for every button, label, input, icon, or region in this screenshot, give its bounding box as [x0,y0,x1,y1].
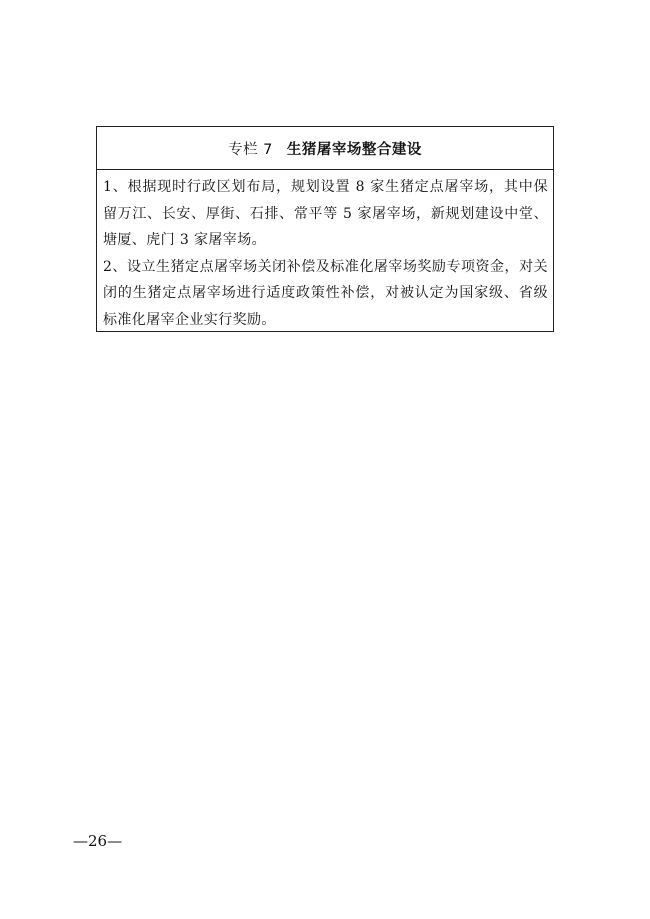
page-number: —26— [73,832,123,850]
column-title-row [97,127,553,170]
column-number: 专栏 7 [228,141,273,158]
column-item-1: 1、根据现时行政区划布局，规划设置 8 家生猪定点屠宰场，其中保留万江、长安、厚街、石排、常平等 5 家屠宰场，新规划建设中堂、塘厦、虎门 3 家屠宰场。 [103,179,548,248]
column-box [96,126,554,332]
column-item-2: 2、设立生猪定点屠宰场关闭补偿及标准化屠宰场奖励专项资金，对关闭的生猪定点屠宰场进行适度政策性补偿，对被认定为国家级、省级标准化屠宰企业实行奖励。 [103,258,548,328]
column-body [97,170,553,333]
column-title: 生猪屠宰场整合建设 [286,141,422,158]
